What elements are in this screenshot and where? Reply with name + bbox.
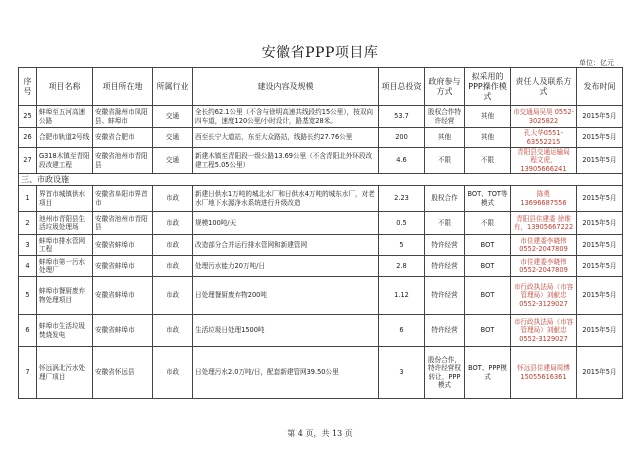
cell-name: 池州市青阳县生活垃圾处理场 — [37, 212, 93, 235]
cell-investment: 2.8 — [379, 256, 425, 277]
cell-industry: 市政 — [153, 347, 193, 399]
table-row — [19, 347, 623, 399]
table-row — [19, 277, 623, 315]
cell-name: 蚌埠市餐厨废弃物处理项目 — [37, 277, 93, 315]
cell-gov-role: 股份合作，特许经营权转让，PPP模式 — [425, 347, 465, 399]
cell-location: 安徽省蚌埠市 — [93, 315, 153, 347]
cell-investment: 5 — [379, 235, 425, 256]
cell-investment: 200 — [379, 128, 425, 148]
cell-investment: 1.12 — [379, 277, 425, 315]
cell-scope: 日处理餐厨废弃物200吨 — [193, 277, 379, 315]
cell-contact: 市行政执法局（市容管理局）刘献忠0552-3129027 — [511, 315, 577, 347]
header-investment: 项目总投资 — [379, 68, 425, 106]
cell-contact: 市住建委李晓伟 0552-2047809 — [511, 235, 577, 256]
cell-contact: 市行政执法局（市容管理局）刘献忠0552-3129027 — [511, 277, 577, 315]
cell-name: 蚌埠市第一污水处理厂 — [37, 256, 93, 277]
cell-contact: 青阳县住建委 徐维有，13905667222 — [511, 212, 577, 235]
cell-location: 安徽省滁州市凤阳县、蚌埠市 — [93, 106, 153, 128]
cell-scope: 西至长宁大道站，东至大众路站，线路长约27.76公里 — [193, 128, 379, 148]
header-scope: 建设内容及规模 — [193, 68, 379, 106]
cell-no: 2 — [19, 212, 37, 235]
cell-date: 2015年5月 — [577, 235, 623, 256]
cell-ppp-mode: 其他 — [465, 128, 511, 148]
header-location: 项目所在地 — [93, 68, 153, 106]
page-title: 安徽省PPP项目库 — [261, 45, 379, 61]
cell-no: 3 — [19, 235, 37, 256]
table-row — [19, 148, 623, 174]
cell-scope: 改造部分合并运行排水管网和新建管网 — [193, 235, 379, 256]
cell-industry: 市政 — [153, 256, 193, 277]
table-row — [19, 315, 623, 347]
header-name: 项目名称 — [37, 68, 93, 106]
cell-gov-role: 特许经营 — [425, 256, 465, 277]
cell-name: 蚌埠至五河高速公路 — [37, 106, 93, 128]
cell-ppp-mode: BOT、TOT等模式 — [465, 186, 511, 212]
cell-date: 2015年5月 — [577, 186, 623, 212]
cell-name: G318木镇至青阳段改建工程 — [37, 148, 93, 174]
cell-date: 2015年5月 — [577, 277, 623, 315]
cell-name: 蚌埠市生活垃圾焚烧发电 — [37, 315, 93, 347]
cell-ppp-mode: 不限 — [465, 148, 511, 174]
cell-industry: 市政 — [153, 212, 193, 235]
header-industry: 所属行业 — [153, 68, 193, 106]
cell-gov-role: 特许经营 — [425, 277, 465, 315]
cell-industry: 交通 — [153, 148, 193, 174]
cell-investment: 0.5 — [379, 212, 425, 235]
cell-industry: 市政 — [153, 315, 193, 347]
cell-ppp-mode: BOT — [465, 256, 511, 277]
table-header-row — [19, 68, 623, 106]
project-table — [18, 67, 623, 399]
section-row — [19, 174, 623, 186]
header-contact: 责任人及联系方式 — [511, 68, 577, 106]
cell-gov-role: 不限 — [425, 148, 465, 174]
table-row — [19, 212, 623, 235]
cell-industry: 交通 — [153, 106, 193, 128]
cell-no: 26 — [19, 128, 37, 148]
cell-industry: 市政 — [153, 235, 193, 256]
cell-name: 怀远涡北污水处理厂项目 — [37, 347, 93, 399]
cell-ppp-mode: BOT — [465, 277, 511, 315]
cell-name: 界首市城镇供水项目 — [37, 186, 93, 212]
cell-no: 1 — [19, 186, 37, 212]
cell-gov-role: 特许经营 — [425, 315, 465, 347]
cell-scope: 全长约62.1公里（不含与徐明高速共线段约15公里），按双向四车道，速度120公里/小时设计，路基宽28米。 — [193, 106, 379, 128]
cell-scope: 生活垃圾日处理1500吨 — [193, 315, 379, 347]
cell-name: 蚌埠市排水管网工程 — [37, 235, 93, 256]
cell-contact: 市交通局吴昊 0552-3025822 — [511, 106, 577, 128]
cell-no: 6 — [19, 315, 37, 347]
cell-date: 2015年5月 — [577, 256, 623, 277]
header-no: 序号 — [19, 68, 37, 106]
cell-contact: 怀远县住建局周博15055616361 — [511, 347, 577, 399]
cell-date: 2015年5月 — [577, 106, 623, 128]
section-label: 三、市政设施 — [19, 174, 623, 186]
cell-no: 25 — [19, 106, 37, 128]
cell-no: 27 — [19, 148, 37, 174]
cell-date: 2015年5月 — [577, 315, 623, 347]
table-row — [19, 128, 623, 148]
table-row — [19, 256, 623, 277]
cell-date: 2015年5月 — [577, 148, 623, 174]
cell-location: 安徽省怀远县 — [93, 347, 153, 399]
cell-investment: 2.23 — [379, 186, 425, 212]
cell-location: 安徽省蚌埠市 — [93, 235, 153, 256]
cell-no: 7 — [19, 347, 37, 399]
cell-no: 5 — [19, 277, 37, 315]
page-footer: 第 4 页，共 13 页 — [287, 429, 353, 438]
cell-contact: 孔大华0551-63552215 — [511, 128, 577, 148]
unit-label: 单位：亿元 — [579, 59, 614, 67]
cell-gov-role: 其他 — [425, 128, 465, 148]
cell-gov-role: 特许经营 — [425, 235, 465, 256]
cell-location: 安徽省池州市青阳县 — [93, 212, 153, 235]
cell-scope: 日处理污水2.0万吨/日，配套新建管网39.50公里 — [193, 347, 379, 399]
cell-gov-role: 股权合作 — [425, 186, 465, 212]
cell-location: 安徽省阜阳市界首市 — [93, 186, 153, 212]
cell-industry: 市政 — [153, 277, 193, 315]
table-row — [19, 186, 623, 212]
cell-industry: 交通 — [153, 128, 193, 148]
cell-ppp-mode: BOT、PPP模式 — [465, 347, 511, 399]
cell-date: 2015年5月 — [577, 347, 623, 399]
cell-date: 2015年5月 — [577, 212, 623, 235]
table-row — [19, 106, 623, 128]
cell-investment: 3 — [379, 347, 425, 399]
cell-investment: 53.7 — [379, 106, 425, 128]
cell-ppp-mode: 不限 — [465, 212, 511, 235]
cell-scope: 规模100吨/天 — [193, 212, 379, 235]
cell-ppp-mode: BOT — [465, 235, 511, 256]
cell-date: 2015年5月 — [577, 128, 623, 148]
cell-contact: 青阳县交通运输局 程文虎，13905666241 — [511, 148, 577, 174]
header-ppp-mode: 拟采用的PPP操作模式 — [465, 68, 511, 106]
cell-name: 合肥市轨道2号线 — [37, 128, 93, 148]
cell-investment: 6 — [379, 315, 425, 347]
header-date: 发布时间 — [577, 68, 623, 106]
cell-contact: 市住建委李晓伟 0552-2047809 — [511, 256, 577, 277]
cell-scope: 新建日供水1万吨的城北水厂和日供水4万吨的城东水厂，对老水厂地下水源净水系统进行升级改造 — [193, 186, 379, 212]
table-row — [19, 235, 623, 256]
cell-gov-role: 不限 — [425, 212, 465, 235]
cell-industry: 市政 — [153, 186, 193, 212]
cell-location: 安徽省池州市青阳县 — [93, 148, 153, 174]
cell-ppp-mode: 其他 — [465, 106, 511, 128]
cell-ppp-mode: BOT — [465, 315, 511, 347]
cell-contact: 陈勇 13696687556 — [511, 186, 577, 212]
cell-location: 安徽省合肥市 — [93, 128, 153, 148]
cell-no: 4 — [19, 256, 37, 277]
cell-scope: 处理污水能力20万吨/日 — [193, 256, 379, 277]
cell-location: 安徽省蚌埠市 — [93, 256, 153, 277]
cell-scope: 新建木镇至青阳段一级公路13.69公里（不含青阳北外环段改建工程5.05公里） — [193, 148, 379, 174]
cell-gov-role: 股权合作特许经营 — [425, 106, 465, 128]
cell-location: 安徽省蚌埠市 — [93, 277, 153, 315]
header-gov-role: 政府参与方式 — [425, 68, 465, 106]
cell-investment: 4.6 — [379, 148, 425, 174]
